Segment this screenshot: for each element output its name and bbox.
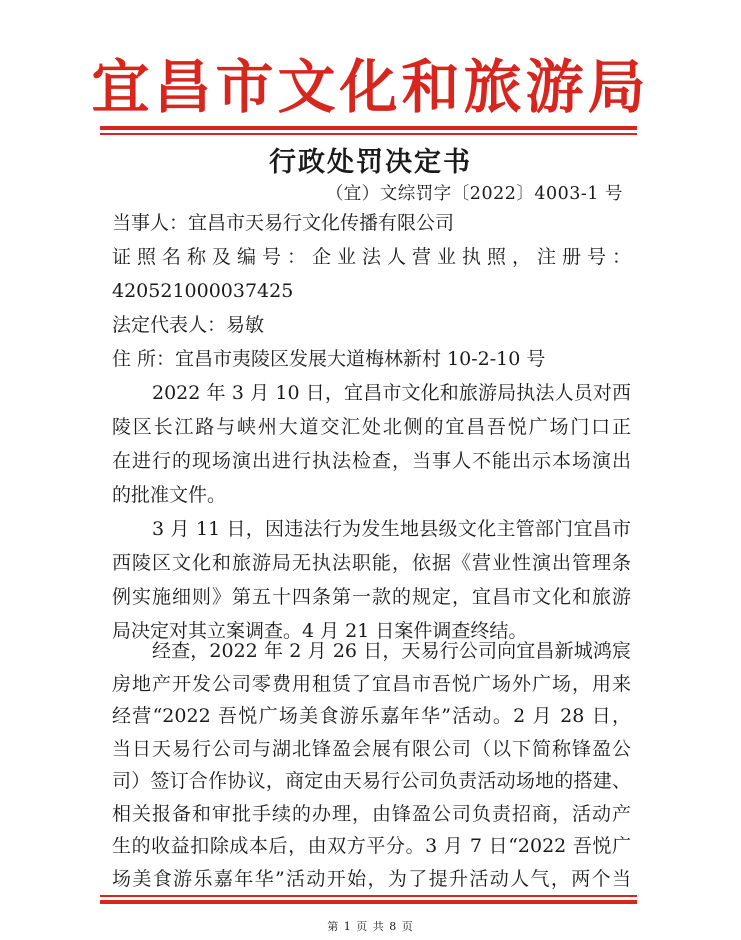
paragraph-line: 司）签订合作协议，商定由天易行公司负责活动场地的搭建、 — [112, 770, 631, 792]
paragraph-line: 西陵区文化和旅游局无执法职能，依据《营业性演出管理条 — [112, 552, 631, 574]
footer-rule-thick — [100, 900, 637, 904]
paragraph-line: 2022 年 3 月 10 日，宜昌市文化和旅游局执法人员对西 — [152, 382, 631, 404]
document-title: 行政处罚决定书 — [269, 147, 472, 178]
paragraph-line: 局决定对其立案调查。4 月 21 日案件调查终结。 — [112, 620, 528, 642]
paragraph-line: 经查，2022 年 2 月 26 日，天易行公司向宜昌新城鸿宸 — [152, 640, 631, 662]
paragraph-line: 经营“2022 吾悦广场美食游乐嘉年华”活动。2 月 28 日， — [112, 705, 631, 727]
paragraph-line: 相关报备和审批手续的办理，由锋盈公司负责招商，活动产 — [112, 802, 631, 825]
paragraph-line: 例实施细则》第五十四条第一款的规定，宜昌市文化和旅游 — [112, 586, 631, 608]
page-number: 第 1 页 共 8 页 — [327, 920, 414, 933]
header-rule-thick — [100, 126, 637, 130]
license-number: 420521000037425 — [112, 280, 294, 302]
document-number: （宜）文综罚字〔2022〕4003-1 号 — [325, 184, 623, 204]
paragraph-line: 房地产开发公司零费用租赁了宜昌市吾悦广场外广场，用来 — [112, 672, 631, 695]
paragraph-line: 场美食游乐嘉年华”活动开始，为了提升活动人气，两个当 — [112, 867, 631, 890]
party-name-line: 当事人：宜昌市天易行文化传播有限公司 — [112, 212, 455, 234]
paragraph-line: 生的收益扣除成本后，由双方平分。3 月 7 日“2022 吾悦广 — [112, 835, 631, 857]
legal-representative-line: 法定代表人：易敏 — [112, 314, 265, 336]
org-letterhead: 宜昌市文化和旅游局 — [91, 53, 650, 121]
header-rule-thin — [100, 133, 637, 135]
paragraph-line: 在进行的现场演出进行执法检查，当事人不能出示本场演出 — [112, 450, 631, 472]
license-line: 证照名称及编号：企业法人营业执照，注册号： — [112, 246, 631, 268]
paragraph-line: 陵区长江路与峡州大道交汇处北侧的宜昌吾悦广场门口正 — [112, 416, 631, 438]
paragraph-line: 当日天易行公司与湖北锋盈会展有限公司（以下简称锋盈公 — [112, 737, 631, 760]
paragraph-line: 3 月 11 日，因违法行为发生地县级文化主管部门宜昌市 — [152, 518, 631, 540]
paragraph-line: 的批准文件。 — [112, 484, 227, 506]
address-line: 住 所：宜昌市夷陵区发展大道梅林新村 10-2-10 号 — [112, 348, 546, 370]
